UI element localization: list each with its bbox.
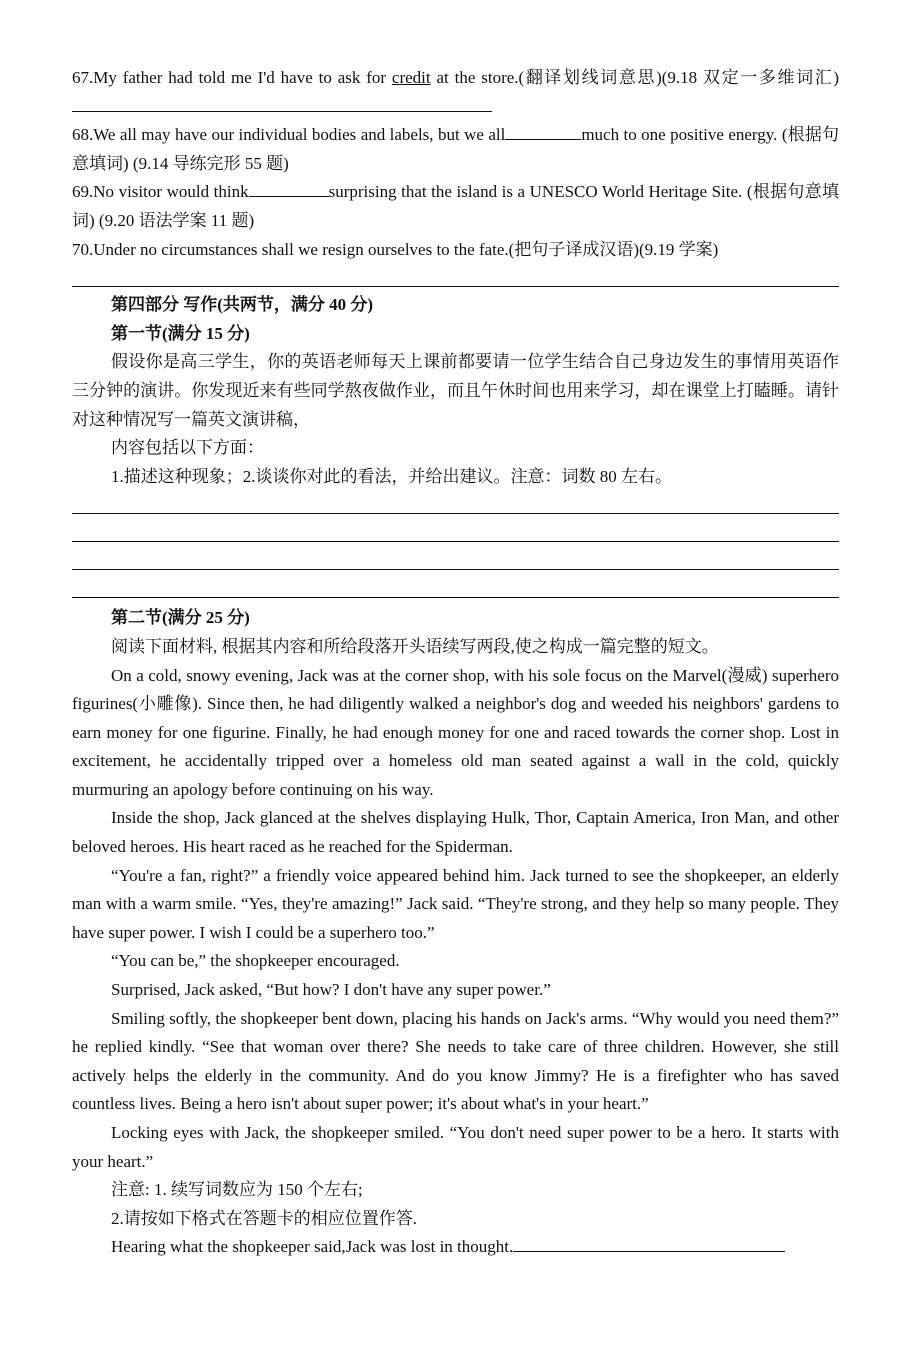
section1-prompt: 假设你是高三学生，你的英语老师每天上课前都要请一位学生结合自己身边发生的事情用英语作三分钟的演讲。你发现近来有些同学熬夜做作业，而且午休时间也用来学习，却在课堂上打瞌睡。请针对这种情况写一篇英文演讲稿， — [72, 352, 839, 429]
story-paragraph-4: “You can be,” the shopkeeper encouraged. — [111, 951, 400, 971]
continuation-blank[interactable] — [513, 1233, 785, 1252]
continuation-opening: Hearing what the shopkeeper said,Jack was lost in thought. — [72, 1233, 839, 1262]
answer-blank-68[interactable] — [505, 121, 581, 140]
story-paragraph-1: On a cold, snowy evening, Jack was at the corner shop, with his sole focus on the Marvel(漫威) superhero figurines(小雕像). Since then, he had diligently walked a neighbor's dog and weeded his neighbors' gardens to earn money for one figurine. Finally, he had enough money for one and raced towards the corner shop. Lost in excitement, he accidentally tripped over a homeless old man seated against a wall in the cold, quickly murmuring an apology before continuing on his way. — [72, 665, 839, 799]
underlined-word: credit — [391, 68, 431, 87]
section1-title: 第一节(满分 15 分) — [111, 323, 250, 343]
answer-blank-69[interactable] — [249, 178, 329, 197]
question-67: 67.My father had told me I'd have to ask for credit at the store.(翻译划线词意思)(9.18 双定一多维词汇) — [72, 64, 839, 121]
question-69: 69.No visitor would think surprising that the island is a UNESCO World Heritage Site. (根据句意填词) (9.20 语法学案 11 题) — [72, 178, 839, 235]
story-paragraph-3: “You're a fan, right?” a friendly voice appeared behind him. Jack turned to see the shopkeeper, an elderly man with a warm smile. “Yes, they're amazing!” Jack said. “They're strong, and they help so many people. They have super power. I wish I could be a superhero too.” — [72, 865, 839, 942]
section1-points: 1.描述这种现象；2.谈谈你对此的看法，并给出建议。注意：词数 80 左右。 — [111, 466, 672, 486]
note-1: 注意: 1. 续写词数应为 150 个左右; — [111, 1180, 363, 1200]
writing-line-2[interactable] — [72, 541, 839, 542]
writing-line-3[interactable] — [72, 569, 839, 570]
note-2: 2.请按如下格式在答题卡的相应位置作答. — [111, 1208, 417, 1228]
story-paragraph-7: Locking eyes with Jack, the shopkeeper smiled. “You don't need super power to be a hero. It starts with your heart.” — [72, 1123, 839, 1171]
part4-title: 第四部分 写作(共两节，满分 40 分) — [111, 295, 374, 315]
answer-blank-67[interactable] — [72, 93, 492, 112]
question-68: 68.We all may have our individual bodies and labels, but we all much to one positive energy. (根据句意填词) (9.14 导练完形 55 题) — [72, 121, 839, 178]
story-paragraph-6: Smiling softly, the shopkeeper bent down, placing his hands on Jack's arms. “Why would you need them?” he replied kindly. “See that woman over there? She needs to take care of three children. However, she still actively helps the elderly in the community. And do you know Jimmy? He is a firefighter who has saved countless lives. Being a hero isn't about super power; it's about what's in your heart.” — [72, 1008, 839, 1114]
story-paragraph-5: Surprised, Jack asked, “But how? I don't have any super power.” — [111, 980, 551, 1000]
section1-content-label: 内容包括以下方面： — [111, 438, 264, 458]
question-70: 70.Under no circumstances shall we resign ourselves to the fate.(把句子译成汉语)(9.19 学案) — [72, 239, 719, 259]
writing-line-4[interactable] — [72, 597, 839, 598]
exam-page — [72, 64, 839, 1262]
section2-prompt: 阅读下面材料, 根据其内容和所给段落开头语续写两段,使之构成一篇完整的短文。 — [111, 636, 719, 656]
answer-line-70[interactable] — [72, 286, 839, 287]
writing-line-1[interactable] — [72, 513, 839, 514]
story-paragraph-2: Inside the shop, Jack glanced at the shelves displaying Hulk, Thor, Captain America, Iron Man, and other beloved heroes. His heart raced as he reached for the Spiderman. — [72, 808, 839, 857]
section2-title: 第二节(满分 25 分) — [111, 608, 250, 628]
